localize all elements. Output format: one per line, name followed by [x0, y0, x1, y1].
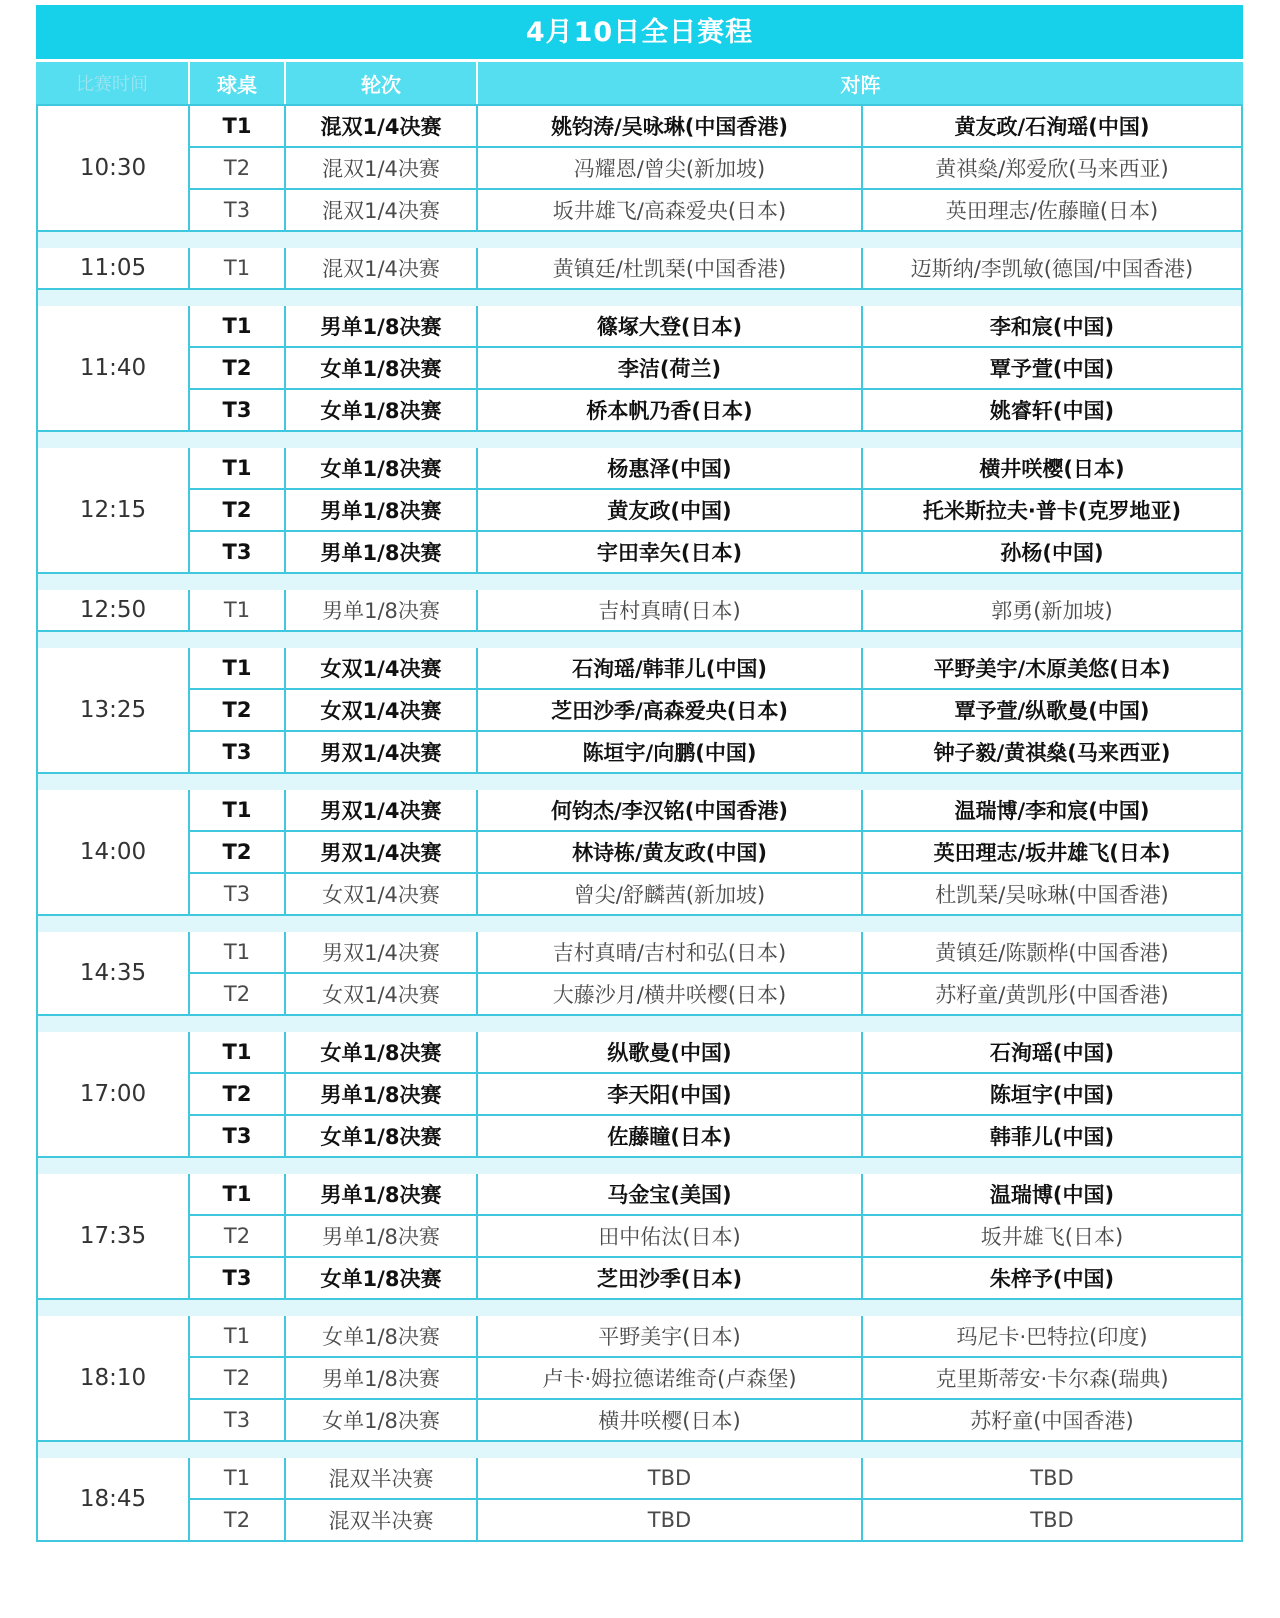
player-b-cell: 石洵瑶(中国): [989, 1041, 1115, 1065]
player-b-cell: 杜凯琹/吴咏琳(中国香港): [935, 883, 1169, 907]
round-cell: 男双1/4决赛: [286, 932, 478, 972]
time-slot-group: [38, 590, 1241, 630]
match-row: [190, 106, 1241, 148]
time-slot-group: [38, 648, 1241, 772]
round-cell: 男双1/4决赛: [286, 790, 478, 830]
match-row: [190, 832, 1241, 874]
match-row: [190, 874, 1241, 914]
table-header: [36, 59, 1243, 104]
player-a-cell: 姚钧涛/吴咏琳(中国香港): [478, 106, 863, 146]
player-b-cell: 覃予萱(中国): [989, 357, 1115, 381]
player-a-cell: 佐藤瞳(日本): [478, 1116, 863, 1156]
table-cell: T1: [190, 1174, 286, 1214]
player-a-cell: 横井咲樱(日本): [478, 1400, 863, 1440]
match-row: [190, 190, 1241, 230]
page-title: 4月10日全日赛程: [36, 5, 1243, 59]
time-cell: 11:40: [38, 306, 190, 430]
player-a-cell: 黄镇廷/杜凯琹(中国香港): [478, 248, 863, 288]
match-row: [190, 932, 1241, 974]
table-cell: T3: [190, 732, 286, 772]
table-cell: T2: [190, 1500, 286, 1540]
table-cell: T1: [190, 590, 286, 630]
player-a-cell: 芝田沙季(日本): [478, 1258, 863, 1298]
time-cell: 12:50: [38, 590, 190, 630]
player-a-cell: 坂井雄飞/高森爱央(日本): [478, 190, 863, 230]
player-a-cell: 卢卡·姆拉德诺维奇(卢森堡): [478, 1358, 863, 1398]
group-separator: [38, 288, 1241, 306]
time-slot-group: [38, 932, 1241, 1014]
table-cell: T3: [190, 1400, 286, 1440]
table-cell: T3: [190, 190, 286, 230]
round-cell: 女单1/8决赛: [286, 390, 478, 430]
player-a-cell: 吉村真晴(日本): [478, 590, 863, 630]
table-cell: T2: [190, 1358, 286, 1398]
player-b-cell: 姚睿轩(中国): [989, 399, 1115, 423]
round-cell: 男单1/8决赛: [286, 1216, 478, 1256]
player-b-cell: 英田理志/佐藤瞳(日本): [945, 199, 1159, 223]
group-separator: [38, 430, 1241, 448]
time-slot-group: [38, 1316, 1241, 1440]
round-cell: 女单1/8决赛: [286, 1258, 478, 1298]
player-a-cell: 吉村真晴/吉村和弘(日本): [478, 932, 863, 972]
player-b-cell: TBD: [1030, 1508, 1074, 1532]
match-row: [190, 1358, 1241, 1400]
group-separator: [38, 1014, 1241, 1032]
match-row: [190, 1074, 1241, 1116]
table-cell: T1: [190, 448, 286, 488]
round-cell: 女双1/4决赛: [286, 648, 478, 688]
player-b-cell: 迈斯纳/李凯敏(德国/中国香港): [910, 257, 1194, 281]
player-a-cell: 林诗栋/黄友政(中国): [478, 832, 863, 872]
player-b-cell: 横井咲樱(日本): [979, 457, 1125, 481]
header-round: 轮次: [286, 62, 478, 104]
match-row: [190, 1400, 1241, 1440]
round-cell: 混双1/4决赛: [286, 190, 478, 230]
player-b-cell: 苏籽童/黄凯彤(中国香港): [935, 983, 1169, 1007]
player-b-cell: 朱梓予(中国): [989, 1267, 1115, 1291]
table-cell: T1: [190, 1032, 286, 1072]
round-cell: 男双1/4决赛: [286, 832, 478, 872]
time-slot-group: [38, 1458, 1241, 1540]
round-cell: 女单1/8决赛: [286, 448, 478, 488]
time-slot-group: [38, 790, 1241, 914]
time-cell: 10:30: [38, 106, 190, 230]
time-slot-group: [38, 306, 1241, 430]
match-row: [190, 1316, 1241, 1358]
table-cell: T2: [190, 348, 286, 388]
match-row: [190, 448, 1241, 490]
player-a-cell: 平野美宇(日本): [478, 1316, 863, 1356]
player-a-cell: 芝田沙季/高森爱央(日本): [478, 690, 863, 730]
player-b-cell: 托米斯拉夫·普卡(克罗地亚): [922, 499, 1182, 523]
round-cell: 混双半决赛: [286, 1458, 478, 1498]
round-cell: 男单1/8决赛: [286, 1174, 478, 1214]
group-separator: [38, 772, 1241, 790]
round-cell: 混双1/4决赛: [286, 106, 478, 146]
table-cell: T1: [190, 106, 286, 146]
round-cell: 女单1/8决赛: [286, 1032, 478, 1072]
time-cell: 14:35: [38, 932, 190, 1014]
table-cell: T3: [190, 1116, 286, 1156]
table-cell: T3: [190, 532, 286, 572]
round-cell: 男单1/8决赛: [286, 590, 478, 630]
player-b-cell: 黄镇廷/陈颢桦(中国香港): [935, 941, 1169, 965]
time-cell: 14:00: [38, 790, 190, 914]
round-cell: 混双1/4决赛: [286, 248, 478, 288]
player-a-cell: 宇田幸矢(日本): [478, 532, 863, 572]
match-row: [190, 490, 1241, 532]
time-slot-group: [38, 448, 1241, 572]
match-row: [190, 690, 1241, 732]
table-cell: T3: [190, 1258, 286, 1298]
header-matchup: 对阵: [840, 72, 881, 97]
table-cell: T2: [190, 974, 286, 1014]
table-cell: T3: [190, 390, 286, 430]
player-b-cell: 钟子毅/黄祺燊(马来西亚): [933, 741, 1171, 765]
time-slot-group: [38, 248, 1241, 288]
round-cell: 女双1/4决赛: [286, 874, 478, 914]
player-a-cell: 石洵瑶/韩菲儿(中国): [478, 648, 863, 688]
player-b-cell: 坂井雄飞(日本): [980, 1225, 1124, 1249]
player-b-cell: 李和宸(中国): [989, 315, 1115, 339]
player-b-cell: TBD: [1030, 1466, 1074, 1490]
match-row: [190, 1258, 1241, 1298]
player-b-cell: 苏籽童(中国香港): [970, 1409, 1134, 1433]
header-time: 比赛时间: [36, 62, 190, 104]
schedule-sheet: [36, 5, 1243, 1542]
round-cell: 男单1/8决赛: [286, 532, 478, 572]
match-row: [190, 1174, 1241, 1216]
match-row: [190, 974, 1241, 1014]
table-cell: T2: [190, 490, 286, 530]
match-row: [190, 248, 1241, 288]
round-cell: 女单1/8决赛: [286, 348, 478, 388]
player-b-cell: 黄友政/石洵瑶(中国): [954, 115, 1150, 139]
table-cell: T2: [190, 1216, 286, 1256]
round-cell: 男单1/8决赛: [286, 306, 478, 346]
round-cell: 女单1/8决赛: [286, 1400, 478, 1440]
group-separator: [38, 230, 1241, 248]
match-row: [190, 590, 1241, 630]
player-a-cell: 何钧杰/李汉铭(中国香港): [478, 790, 863, 830]
match-row: [190, 1458, 1241, 1500]
match-row: [190, 1116, 1241, 1156]
round-cell: 混双半决赛: [286, 1500, 478, 1540]
group-separator: [38, 572, 1241, 590]
header-table: 球桌: [190, 62, 286, 104]
player-a-cell: 黄友政(中国): [478, 490, 863, 530]
player-b-cell: 温瑞博/李和宸(中国): [954, 799, 1150, 823]
player-b-cell: 黄祺燊/郑爱欣(马来西亚): [935, 157, 1169, 181]
time-cell: 17:00: [38, 1032, 190, 1156]
time-slot-group: [38, 1032, 1241, 1156]
schedule-body: [36, 104, 1243, 1542]
player-b-cell: 玛尼卡·巴特拉(印度): [956, 1325, 1148, 1349]
player-a-cell: 李洁(荷兰): [478, 348, 863, 388]
match-row: [190, 148, 1241, 190]
player-b-cell: 平野美宇/木原美悠(日本): [933, 657, 1171, 681]
round-cell: 女单1/8决赛: [286, 1316, 478, 1356]
table-cell: T3: [190, 874, 286, 914]
player-a-cell: 田中佑汰(日本): [478, 1216, 863, 1256]
time-cell: 18:10: [38, 1316, 190, 1440]
match-row: [190, 1032, 1241, 1074]
player-a-cell: 大藤沙月/横井咲樱(日本): [478, 974, 863, 1014]
match-row: [190, 1216, 1241, 1258]
player-a-cell: 李天阳(中国): [478, 1074, 863, 1114]
match-row: [190, 790, 1241, 832]
time-cell: 18:45: [38, 1458, 190, 1540]
player-a-cell: 马金宝(美国): [478, 1174, 863, 1214]
player-b-cell: 覃予萱/纵歌曼(中国): [954, 699, 1150, 723]
time-slot-group: [38, 1174, 1241, 1298]
player-a-cell: TBD: [478, 1458, 863, 1498]
table-cell: T1: [190, 932, 286, 972]
table-cell: T1: [190, 648, 286, 688]
player-b-cell: 克里斯蒂安·卡尔森(瑞典): [935, 1367, 1169, 1391]
round-cell: 男单1/8决赛: [286, 490, 478, 530]
group-separator: [38, 630, 1241, 648]
player-b-cell: 陈垣宇(中国): [989, 1083, 1115, 1107]
player-a-cell: 陈垣宇/向鹏(中国): [478, 732, 863, 772]
match-row: [190, 648, 1241, 690]
table-cell: T1: [190, 1458, 286, 1498]
player-b-cell: 温瑞博(中国): [989, 1183, 1115, 1207]
time-cell: 11:05: [38, 248, 190, 288]
round-cell: 女单1/8决赛: [286, 1116, 478, 1156]
player-a-cell: 纵歌曼(中国): [478, 1032, 863, 1072]
table-cell: T2: [190, 832, 286, 872]
time-slot-group: [38, 104, 1241, 230]
table-cell: T2: [190, 690, 286, 730]
match-row: [190, 348, 1241, 390]
player-a-cell: 曾尖/舒麟茜(新加坡): [478, 874, 863, 914]
group-separator: [38, 1440, 1241, 1458]
round-cell: 男双1/4决赛: [286, 732, 478, 772]
group-separator: [38, 914, 1241, 932]
player-b-cell: 孙杨(中国): [1000, 541, 1104, 565]
table-cell: T1: [190, 790, 286, 830]
table-cell: T2: [190, 1074, 286, 1114]
round-cell: 女双1/4决赛: [286, 690, 478, 730]
time-cell: 17:35: [38, 1174, 190, 1298]
table-cell: T1: [190, 248, 286, 288]
round-cell: 女双1/4决赛: [286, 974, 478, 1014]
table-cell: T2: [190, 148, 286, 188]
group-separator: [38, 1156, 1241, 1174]
match-row: [190, 1500, 1241, 1540]
player-b-cell: 郭勇(新加坡): [991, 599, 1113, 623]
match-row: [190, 732, 1241, 772]
player-a-cell: 篠塚大登(日本): [478, 306, 863, 346]
table-cell: T1: [190, 1316, 286, 1356]
group-separator: [38, 1298, 1241, 1316]
player-a-cell: 杨惠泽(中国): [478, 448, 863, 488]
round-cell: 男单1/8决赛: [286, 1074, 478, 1114]
round-cell: 混双1/4决赛: [286, 148, 478, 188]
match-row: [190, 532, 1241, 572]
round-cell: 男单1/8决赛: [286, 1358, 478, 1398]
time-cell: 13:25: [38, 648, 190, 772]
match-row: [190, 390, 1241, 430]
player-b-cell: 英田理志/坂井雄飞(日本): [933, 841, 1171, 865]
table-cell: T1: [190, 306, 286, 346]
player-a-cell: 冯耀恩/曾尖(新加坡): [478, 148, 863, 188]
player-a-cell: 桥本帆乃香(日本): [478, 390, 863, 430]
player-b-cell: 韩菲儿(中国): [989, 1125, 1115, 1149]
time-cell: 12:15: [38, 448, 190, 572]
player-a-cell: TBD: [478, 1500, 863, 1540]
match-row: [190, 306, 1241, 348]
